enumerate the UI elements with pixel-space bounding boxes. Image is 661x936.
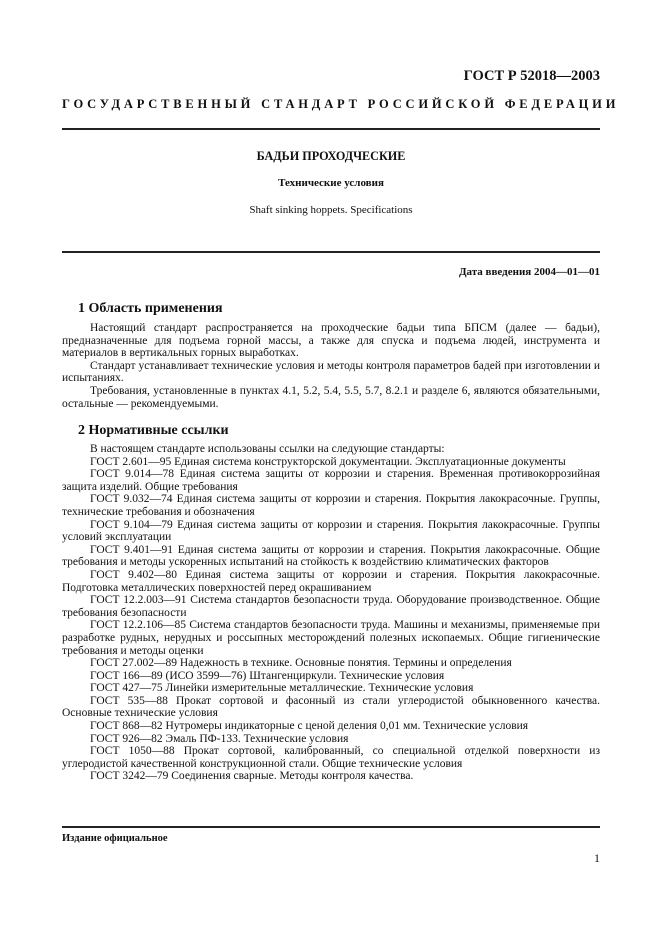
reference-item: ГОСТ 166—89 (ИСО 3599—76) Штангенциркули. Технические условия — [90, 669, 445, 682]
header-divider — [62, 128, 600, 130]
reference-item: ГОСТ 535—88 Прокат сортовой и фасонный из стали углеродистой обыкновенного качества. Основные технические условия — [62, 694, 600, 720]
reference-item: ГОСТ 1050—88 Прокат сортовой, калиброванный, со специальной отделкой поверхности из углеродистой качественной конструкционной стали. Общие технические условия — [62, 745, 600, 770]
reference-item: ГОСТ 9.401—91 Единая система защиты от коррозии и старения. Покрытия лакокрасочные. Общие требования и методы ускоренных испытаний на стойкость к воздействию климатических факторов — [62, 543, 600, 569]
introduction-date: Дата введения 2004—01—01 — [458, 266, 600, 278]
reference-item: ГОСТ 2.601—95 Единая система конструкторской документации. Эксплуатационные документы — [90, 455, 566, 468]
official-edition-label: Издание официальное — [62, 833, 168, 844]
reference-item: ГОСТ 12.2.106—85 Система стандартов безопасности труда. Машины и механизмы, применяемые при разработке рудных, нерудных и россыпных месторождений полезных ископаемых. Общие гигиенические требования и методы оценки — [62, 619, 600, 657]
section-1-heading: 1 Область применения — [78, 301, 223, 316]
title-divider — [62, 251, 600, 253]
reference-item: ГОСТ 868—82 Нутромеры индикаторные с ценой деления 0,01 мм. Технические условия — [90, 720, 529, 733]
document-title: БАДЬИ ПРОХОДЧЕСКИЕ — [256, 149, 406, 163]
paragraph: В настоящем стандарте использованы ссылки на следующие стандарты: — [90, 443, 445, 455]
reference-item: ГОСТ 12.2.003—91 Система стандартов безопасности труда. Оборудование производственное. Общие требования безопасности — [62, 594, 600, 619]
section-1-body — [62, 322, 600, 410]
paragraph: Стандарт устанавливает технические условия и методы контроля параметров бадей при изготовлении и испытаниях. — [62, 359, 600, 385]
document-subtitle: Технические условия — [278, 177, 384, 189]
reference-item: ГОСТ 9.104—79 Единая система защиты от коррозии и старения. Покрытия лакокрасочные. Группы условий эксплуатации — [62, 518, 600, 544]
english-title: Shaft sinking hoppets. Specifications — [249, 204, 413, 216]
reference-item: ГОСТ 27.002—89 Надежность в технике. Основные понятия. Термины и определения — [90, 657, 512, 670]
footer-divider — [62, 826, 600, 828]
reference-item: ГОСТ 926—82 Эмаль ПФ-133. Технические условия — [90, 732, 349, 745]
state-standard-header: ГОСУДАРСТВЕННЫЙ СТАНДАРТ РОССИЙСКОЙ ФЕДЕРАЦИИ — [62, 97, 620, 111]
section-2-body — [62, 443, 600, 783]
reference-item: ГОСТ 9.402—80 Единая система защиты от коррозии и старения. Покрытия лакокрасочные. Подготовка металлических поверхностей перед окрашиванием — [62, 568, 600, 594]
paragraph: Требования, установленные в пунктах 4.1, 5.2, 5.4, 5.5, 5.7, 8.2.1 и разделе 6, являются обязательными, остальные — рекомендуемыми. — [62, 384, 600, 410]
reference-item: ГОСТ 9.032—74 Единая система защиты от коррозии и старения. Покрытия лакокрасочные. Группы, технические требования и обозначения — [62, 493, 600, 518]
reference-item: ГОСТ 9.014—78 Единая система защиты от коррозии и старения. Временная противокоррозийная защита изделий. Общие требования — [62, 468, 600, 493]
section-2-heading: 2 Нормативные ссылки — [78, 423, 229, 438]
reference-item: ГОСТ 427—75 Линейки измерительные металлические. Технические условия — [90, 682, 474, 695]
reference-item: ГОСТ 3242—79 Соединения сварные. Методы контроля качества. — [90, 770, 414, 783]
page-number: 1 — [594, 851, 600, 865]
paragraph: Настоящий стандарт распространяется на проходческие бадьи типа БПСМ (далее — бадьи), предназначенные для подъема горной массы, а также для спуска и подъема людей, инструмента и материалов в вертикальных горных выработках. — [62, 322, 600, 360]
gost-number: ГОСТ Р 52018—2003 — [463, 68, 600, 84]
